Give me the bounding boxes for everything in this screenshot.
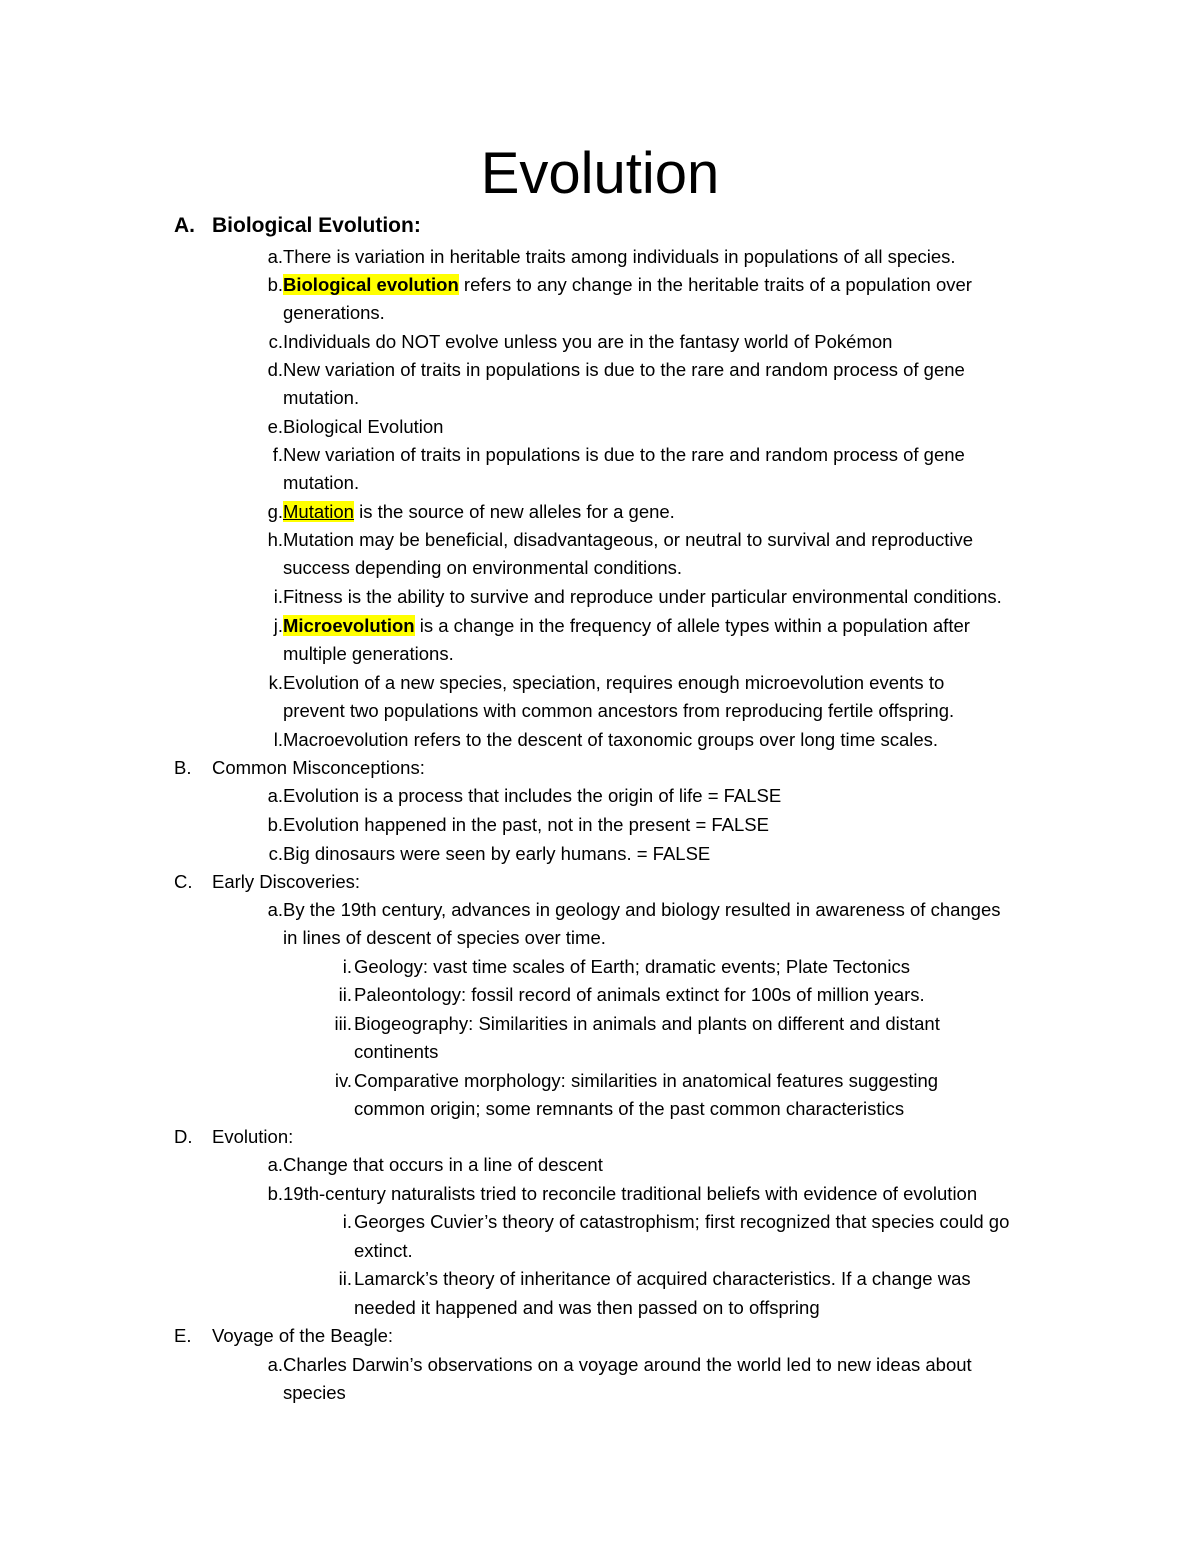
- item-marker: iii.: [334, 1013, 352, 1034]
- item-text: Biogeography: Similarities in animals and plants on different and distant: [354, 1013, 940, 1034]
- section-heading: Evolution:: [212, 1126, 294, 1147]
- item-marker: a.: [267, 1354, 283, 1375]
- sub-list-item: [338, 981, 925, 1009]
- sub-list-item: [338, 1265, 971, 1293]
- item-marker: i.: [273, 586, 283, 607]
- sub-list-item: [334, 1067, 939, 1095]
- highlighted-term: Biological evolution: [283, 274, 459, 295]
- item-continuation: mutation.: [283, 472, 360, 493]
- item-text: Evolution is a process that includes the origin of life = FALSE: [283, 785, 782, 806]
- item-marker: i.: [342, 1211, 352, 1232]
- section-marker: E.: [174, 1325, 192, 1346]
- item-marker: ii.: [338, 1268, 352, 1289]
- item-text: Charles Darwin’s observations on a voyage around the world led to new ideas about: [283, 1354, 972, 1375]
- item-text: Fitness is the ability to survive and reproduce under particular environmental conditions.: [283, 586, 1002, 607]
- item-marker: k.: [268, 672, 283, 693]
- list-item: [272, 441, 965, 469]
- item-text: Comparative morphology: similarities in anatomical features suggesting: [354, 1070, 939, 1091]
- list-item: [273, 612, 970, 640]
- item-text: Macroevolution refers to the descent of taxonomic groups over long time scales.: [283, 729, 939, 750]
- list-item: [267, 356, 965, 384]
- sub-list-item: [342, 953, 910, 981]
- section-a-heading: [174, 212, 421, 240]
- item-marker: iv.: [334, 1070, 352, 1091]
- item-marker: b.: [267, 274, 283, 295]
- item-text: Evolution happened in the past, not in the present = FALSE: [283, 814, 769, 835]
- item-text: is the source of new alleles for a gene.: [353, 501, 675, 522]
- item-text: 19th-century naturalists tried to reconcile traditional beliefs with evidence of evolution: [283, 1183, 978, 1204]
- item-text: Change that occurs in a line of descent: [283, 1154, 603, 1175]
- item-continuation: prevent two populations with common ancestors from reproducing fertile offspring.: [283, 700, 955, 721]
- section-heading: Voyage of the Beagle:: [212, 1325, 394, 1346]
- list-item: [268, 669, 945, 697]
- list-item: [268, 840, 711, 868]
- list-item: [267, 498, 675, 526]
- list-item: [267, 1351, 972, 1379]
- list-item: [267, 782, 782, 810]
- item-marker: g.: [267, 501, 283, 522]
- item-marker: l.: [273, 729, 283, 750]
- item-text: Big dinosaurs were seen by early humans. = FALSE: [283, 843, 711, 864]
- item-continuation: species: [283, 1382, 346, 1403]
- item-continuation: needed it happened and was then passed on to offspring: [354, 1297, 820, 1318]
- section-e-heading: [174, 1322, 394, 1350]
- list-item: [267, 1151, 603, 1179]
- page-title: Evolution: [480, 141, 720, 206]
- section-c-heading: [174, 868, 361, 896]
- item-text: refers to any change in the heritable traits of a population over: [458, 274, 972, 295]
- highlighted-term: Mutation: [283, 501, 354, 522]
- section-b-heading: [174, 754, 425, 782]
- list-item: [267, 243, 956, 271]
- item-continuation: continents: [354, 1041, 439, 1062]
- list-item: [267, 811, 769, 839]
- item-marker: c.: [268, 843, 283, 864]
- item-text: Geology: vast time scales of Earth; dramatic events; Plate Tectonics: [354, 956, 910, 977]
- list-item: [267, 1180, 978, 1208]
- section-marker: A.: [174, 214, 195, 237]
- list-item: [267, 271, 972, 299]
- section-heading: Early Discoveries:: [212, 871, 361, 892]
- item-text: Individuals do NOT evolve unless you are in the fantasy world of Pokémon: [283, 331, 893, 352]
- sub-list-item: [342, 1208, 1010, 1236]
- item-marker: ii.: [338, 984, 352, 1005]
- item-marker: a.: [267, 1154, 283, 1175]
- item-marker: e.: [267, 416, 283, 437]
- section-marker: C.: [174, 871, 193, 892]
- item-marker: c.: [268, 331, 283, 352]
- item-text: Evolution of a new species, speciation, requires enough microevolution events to: [283, 672, 945, 693]
- item-continuation: in lines of descent of species over time.: [283, 927, 606, 948]
- item-marker: a.: [267, 899, 283, 920]
- section-marker: B.: [174, 757, 192, 778]
- list-item: [268, 328, 893, 356]
- item-text: Lamarck’s theory of inheritance of acquired characteristics. If a change was: [354, 1268, 971, 1289]
- list-item: [267, 413, 444, 441]
- item-text: New variation of traits in populations is due to the rare and random process of gene: [283, 359, 965, 380]
- list-item: [267, 526, 974, 554]
- item-marker: a.: [267, 246, 283, 267]
- item-continuation: mutation.: [283, 387, 360, 408]
- item-marker: i.: [342, 956, 352, 977]
- sub-list-item: [334, 1010, 940, 1038]
- item-text: Georges Cuvier’s theory of catastrophism; first recognized that species could go: [354, 1211, 1010, 1232]
- item-text: is a change in the frequency of allele types within a population after: [414, 615, 970, 636]
- item-marker: h.: [267, 529, 283, 550]
- highlighted-term: Microevolution: [283, 615, 415, 636]
- list-item: [273, 583, 1002, 611]
- item-continuation: success depending on environmental conditions.: [283, 557, 683, 578]
- list-item: [273, 726, 939, 754]
- section-d-heading: [174, 1123, 294, 1151]
- list-item: [267, 896, 1001, 924]
- item-text: Biological Evolution: [283, 416, 444, 437]
- item-continuation: common origin; some remnants of the past common characteristics: [354, 1098, 905, 1119]
- item-text: Mutation may be beneficial, disadvantageous, or neutral to survival and reproductive: [283, 529, 974, 550]
- section-heading: Biological Evolution:: [212, 214, 421, 237]
- section-marker: D.: [174, 1126, 193, 1147]
- item-continuation: extinct.: [354, 1240, 413, 1261]
- item-text: New variation of traits in populations is due to the rare and random process of gene: [283, 444, 965, 465]
- item-text: There is variation in heritable traits among individuals in populations of all species.: [283, 246, 956, 267]
- item-marker: j.: [273, 615, 283, 636]
- item-text: By the 19th century, advances in geology and biology resulted in awareness of changes: [283, 899, 1001, 920]
- item-marker: f.: [272, 444, 283, 465]
- item-marker: d.: [267, 359, 283, 380]
- item-marker: b.: [267, 814, 283, 835]
- item-marker: b.: [267, 1183, 283, 1204]
- section-heading: Common Misconceptions:: [212, 757, 425, 778]
- item-continuation: generations.: [283, 302, 385, 323]
- item-marker: a.: [267, 785, 283, 806]
- item-continuation: multiple generations.: [283, 643, 454, 664]
- item-text: Paleontology: fossil record of animals extinct for 100s of million years.: [354, 984, 925, 1005]
